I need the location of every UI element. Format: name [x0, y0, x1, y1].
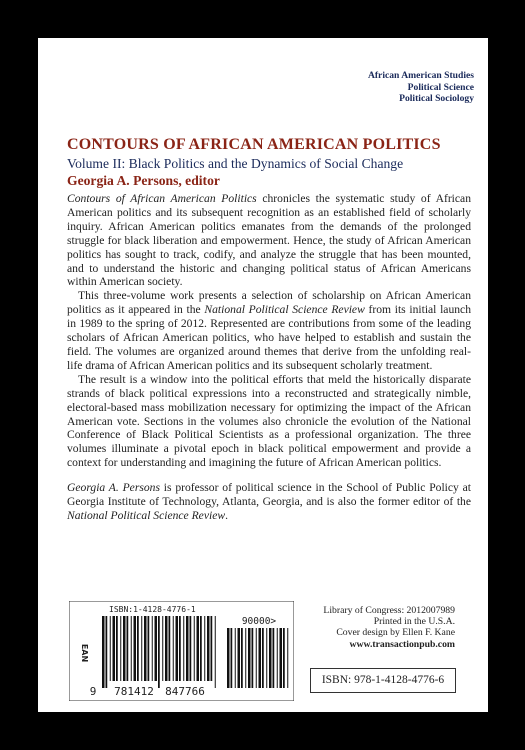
isbn-box: ISBN: 978-1-4128-4776-6 [310, 668, 456, 693]
price-code: 90000> [241, 616, 277, 627]
printed-in: Printed in the U.S.A. [373, 616, 455, 628]
barcode-bar [277, 628, 278, 688]
barcode-bar [287, 628, 288, 688]
book-editor: Georgia A. Persons, editor [67, 173, 220, 188]
ean-label: EAN [80, 643, 89, 663]
paragraph-text: from its initial launch in 1989 to the spring of 2012. Represented are contributions from some of the leading scholars of African American politics, who have helped to establish and sustain the field. The volumes are organized around themes that derive from the unfolding real-life drama of African American politics and its subsequent scholarly treatment. [67, 303, 471, 372]
barcode-bar [262, 628, 264, 688]
barcode-bar [144, 616, 147, 681]
barcode-bar [273, 628, 275, 688]
barcode-bar [259, 628, 262, 688]
description-paragraph [67, 289, 471, 372]
barcode-bar [155, 616, 158, 681]
barcode-bar [141, 616, 142, 681]
barcode-bar [165, 616, 168, 681]
barcode-bar [116, 616, 118, 681]
subject-item: Political Sociology [399, 93, 474, 104]
barcode-bar [252, 628, 254, 688]
barcode-bar [245, 628, 246, 688]
library-of-congress: Library of Congress: 2012007989 [323, 605, 455, 616]
barcode-bar [194, 616, 195, 681]
book-title: CONTOURS OF AFRICAN AMERICAN POLITICS [67, 136, 441, 153]
bio-text: . [225, 508, 228, 522]
journal-name-italic: National Political Science Review [204, 303, 365, 317]
barcode-bar [162, 616, 163, 681]
book-title-italic: Contours of African American Politics [67, 192, 257, 205]
barcode-digits-right: 847766 [165, 685, 205, 698]
barcode-bar [120, 616, 121, 681]
barcode-bar [169, 616, 171, 681]
barcode-bar [127, 616, 129, 681]
barcode-bar [131, 616, 132, 681]
barcode-bar [173, 616, 174, 681]
barcode-bar [106, 616, 108, 688]
barcode-bar [190, 616, 192, 681]
barcode-bar [134, 616, 137, 681]
barcode-bar [179, 616, 181, 681]
barcode-digit-first: 9 [89, 685, 97, 698]
barcode-bar [102, 616, 105, 688]
barcode-bar [211, 616, 213, 681]
paragraph-text: chronicles the systematic study of African American politics and its subsequent recognition as an established field of scholarly inquiry. African American politics emanates from the demands of the prolonged struggle for black liberation and empowerment. Hence, the study of African American politics has sought to track, codify, and analyze the struggle that has been mounted, and to understand the historic and changing political status of African Americans within American society. [67, 192, 471, 289]
publisher-website: www.transactionpub.com [349, 638, 455, 650]
barcode-bar [241, 628, 243, 688]
barcode-bar [148, 616, 150, 681]
description-body [67, 192, 471, 523]
cover-design-credit: Cover design by Ellen F. Kane [336, 627, 455, 639]
back-cover [38, 38, 488, 712]
barcode-bar [207, 616, 210, 681]
barcode-bar [204, 616, 205, 681]
barcode-bar [113, 616, 116, 681]
editor-bio [67, 481, 471, 523]
journal-name-italic: National Political Science Review [67, 508, 226, 522]
barcode-bar [215, 616, 216, 688]
barcode-bar [227, 628, 230, 688]
barcode-bar [158, 616, 160, 688]
barcode-bar [176, 616, 179, 681]
barcode-bar [152, 616, 153, 681]
barcode-digits-left: 781412 [114, 685, 154, 698]
isbn-barcode [69, 601, 294, 701]
editor-name-italic: Georgia A. Persons [67, 481, 160, 495]
barcode-bar [266, 628, 267, 688]
barcode-bar [256, 628, 257, 688]
barcode-bar [269, 628, 272, 688]
barcode-bar [137, 616, 139, 681]
barcode-bar [200, 616, 202, 681]
paragraph-text: This three-volume work presents a selection of scholarship on African American politics as it appeared in the [67, 289, 471, 317]
barcode-bar [186, 616, 189, 681]
description-paragraph: The result is a window into the political efforts that meld the historically disparate strands of black political expressions into a reconstructed and strategically nimble, electoral-based mass mobilization necessary for optimizing the impact of the African American vote. Sections in the volumes also chronicle the evolution of the National Conference of Black Political Scientists as a professional organization. The three volumes illuminate a pivotal epoch in black political empowerment and provide a context for understanding and imagining the future of African American politics. [67, 372, 471, 470]
barcode-bar [283, 628, 285, 688]
barcode-isbn-text: ISBN:1-4128-4776-1 [109, 605, 196, 614]
subject-categories [368, 70, 474, 105]
barcode-bar [280, 628, 283, 688]
bio-text: is professor of political science in the School of Public Policy at Georgia Institute of Technology, Atlanta, Georgia, and is also the former editor of the [67, 481, 472, 509]
description-paragraph [67, 192, 471, 289]
barcode-bar [235, 628, 236, 688]
subject-item: African American Studies [367, 70, 474, 81]
barcode-bar [183, 616, 184, 681]
publisher-info [323, 605, 455, 650]
barcode-bar [110, 616, 111, 681]
barcode-bar [248, 628, 251, 688]
barcode-bar [238, 628, 241, 688]
barcode-bar [231, 628, 233, 688]
barcode-bar [197, 616, 200, 681]
book-subtitle: Volume II: Black Politics and the Dynamics of Social Change [67, 156, 404, 171]
subject-item: Political Science [407, 81, 474, 93]
barcode-bar [123, 616, 126, 681]
